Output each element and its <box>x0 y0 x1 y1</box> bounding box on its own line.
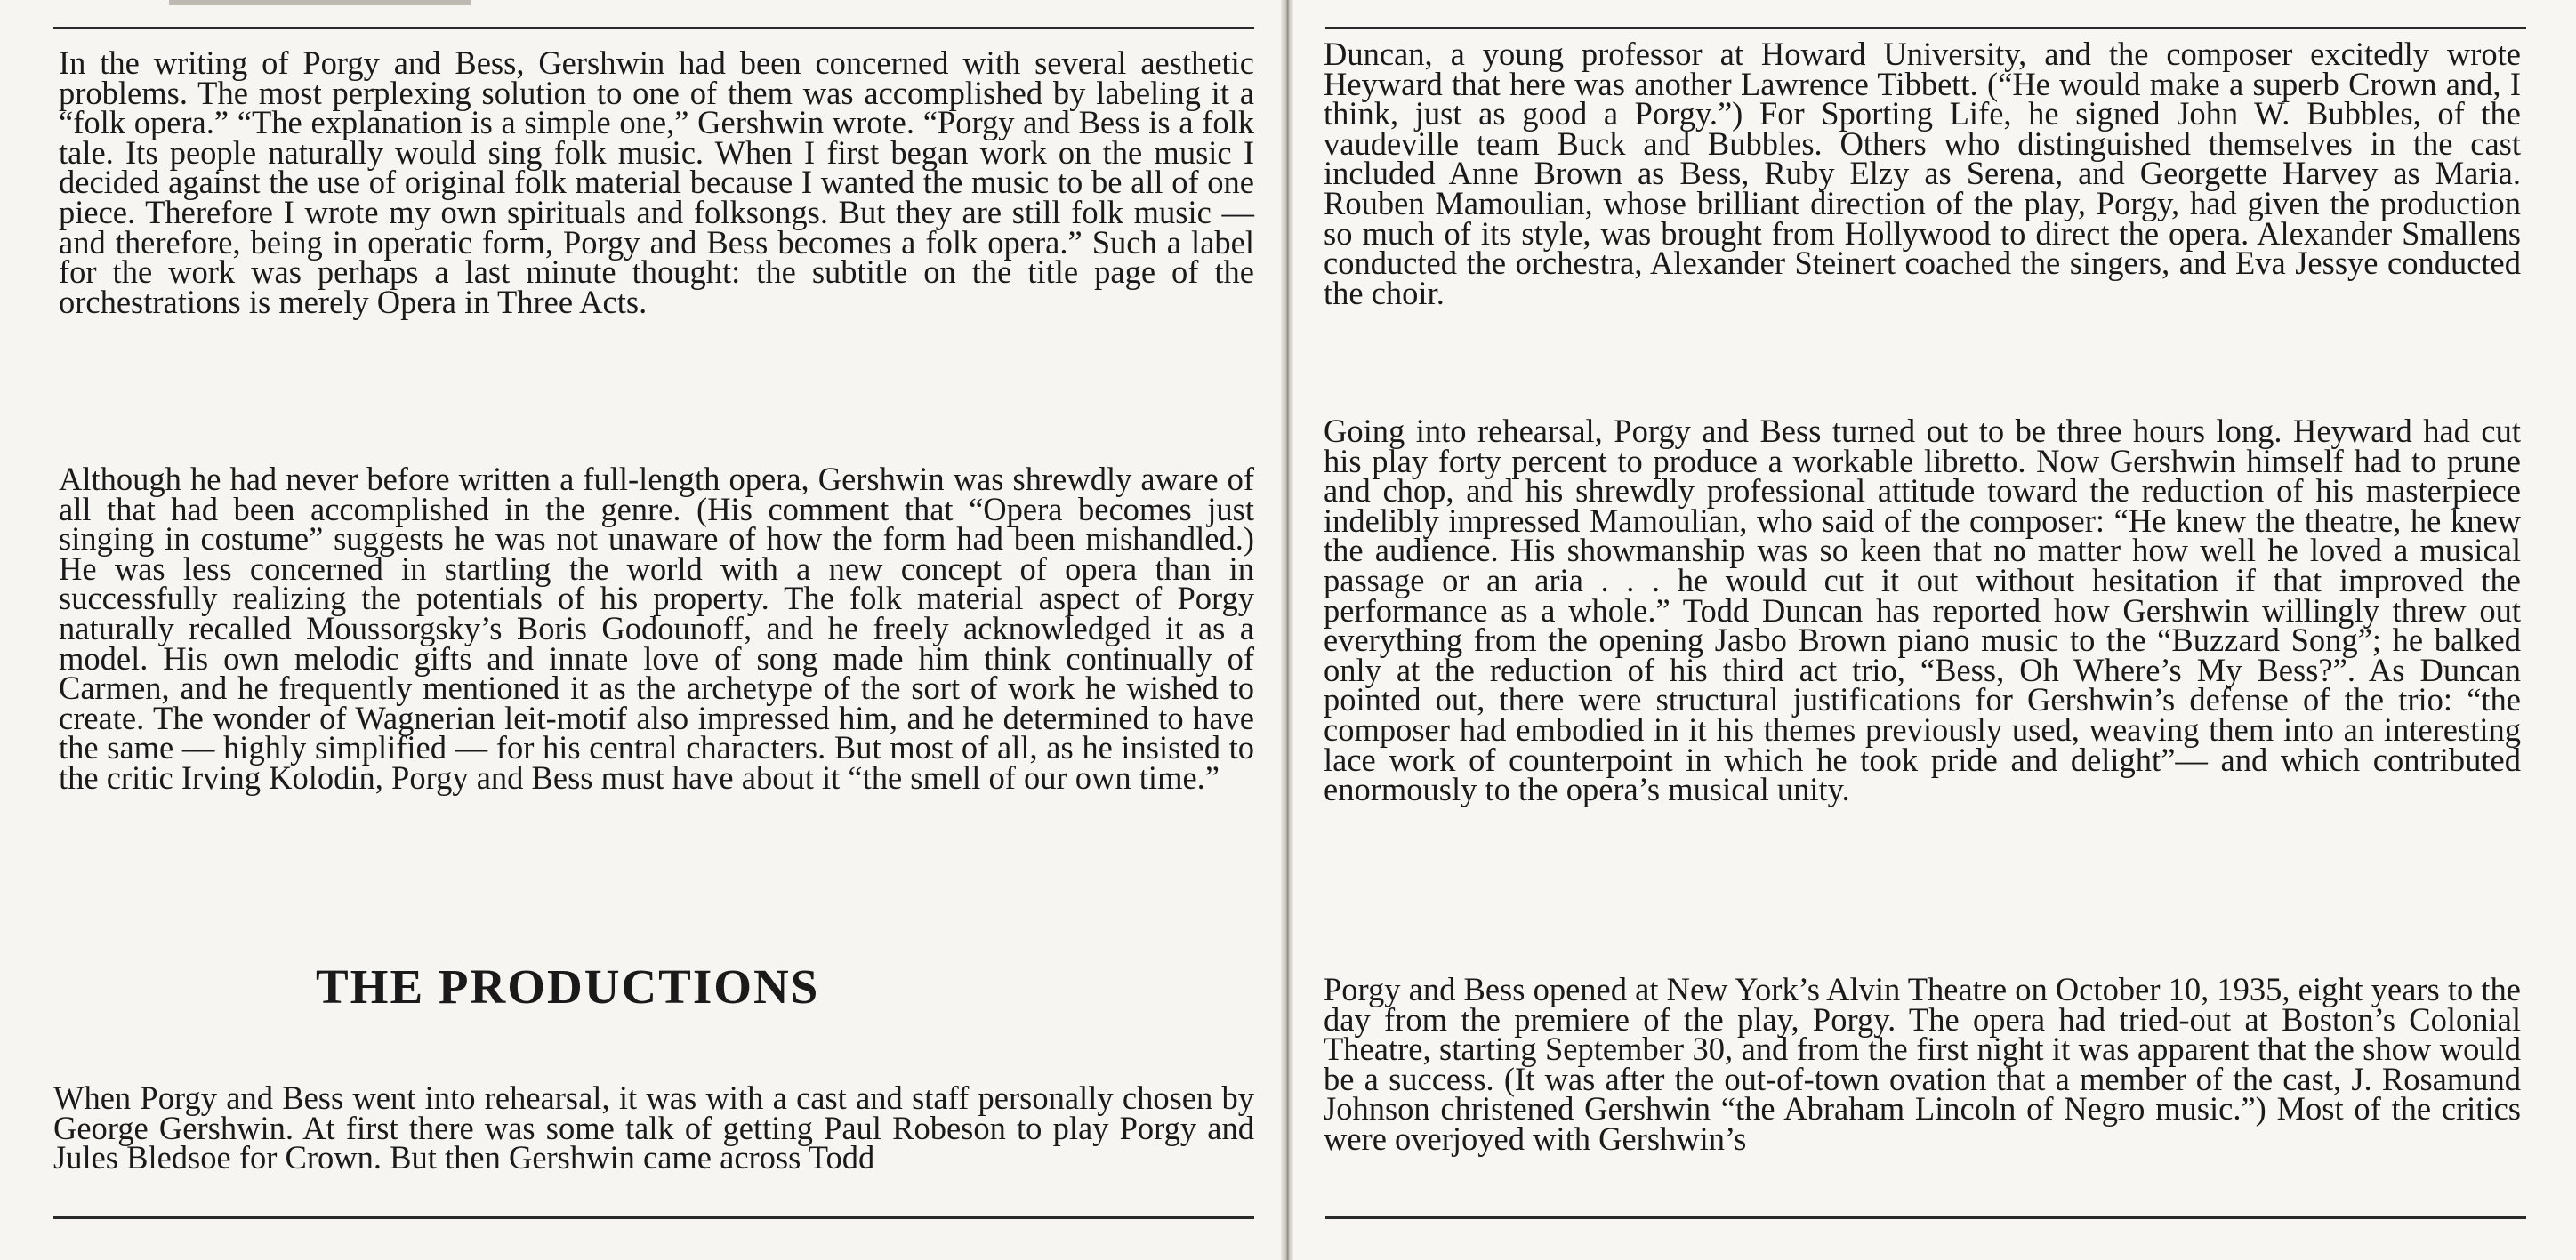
left-paragraph-3-block <box>53 1079 1254 1176</box>
left-paragraph-2: Although he had never before written a full-length opera, Gershwin was shrewdly aware of all that had been accomplished in the genre. (His comment that “Opera becomes just singing in costume” suggests he was not unaware of how the form had been mishandled.) He was less concerned in startling the world with a new concept of opera than in successfully realizing the potentials of his property. The folk material aspect of Porgy naturally recalled Moussorgsky’s Boris Godounoff, and he freely acknowledged it as a model. His own melodic gifts and innate love of song made him think continually of Carmen, and he frequently mentioned it as the archetype of the sort of work he wished to create. The wonder of Wagnerian leit-motif also impressed him, and he determined to have the same — highly simplified — for his central characters. But most of all, as he insisted to the critic Irving Kolodin, Porgy and Bess must have about it “the smell of our own time.” <box>59 461 1254 796</box>
left-paragraph-1: In the writing of Porgy and Bess, Gershwin had been concerned with several aesthetic problems. The most perplexing solution to one of them was accomplished by labeling it a “folk opera.” “The explanation is a simple one,” Gershwin wrote. “Porgy and Bess is a folk tale. Its people naturally would sing folk music. When I first began work on the music I decided against the use of original folk material because I wanted the music to be all of one piece. Therefore I wrote my own spirituals and folksongs. But they are still folk music — and therefore, being in operatic form, Porgy and Bess becomes a folk opera.” Such a label for the work was perhaps a last minute thought: the subtitle on the title page of the orchestrations is merely Opera in Three Acts. <box>59 44 1254 320</box>
left-top-rule <box>53 27 1254 29</box>
right-paragraph-3: Porgy and Bess opened at New York’s Alvin Theatre on October 10, 1935, eight years to the day from the premiere of the play, Porgy. The opera had tried-out at Boston’s Colonial Theatre, starting September 30, and from the first night it was apparent that the show would be a success. (It was after the out-of-town ovation that a member of the cast, J. Rosamund Johnson christened Gershwin “the Abraham Lincoln of Negro music.”) Most of the critics were overjoyed with Gershwin’s <box>1324 971 2521 1157</box>
right-paragraph-2-block <box>1324 413 2521 808</box>
section-heading: THE PRODUCTIONS <box>316 959 820 1014</box>
left-paragraph-1-block <box>59 44 1254 320</box>
right-paragraph-1-block <box>1324 36 2521 311</box>
left-paragraph-2-block <box>59 461 1254 796</box>
left-bottom-rule <box>53 1216 1254 1219</box>
right-paragraph-1: Duncan, a young professor at Howard University, and the composer excitedly wrote Heyward that here was another Lawrence Tibbett. (“He would make a superb Crown and, I think, just as good a Porgy.”) For Sporting Life, he signed John W. Bubbles, of the vaudeville team Buck and Bubbles. Others who distinguished themselves in the cast included Anne Brown as Bess, Ruby Elzy as Serena, and Georgette Harvey as Maria. Rouben Mamoulian, whose brilliant direction of the play, Porgy, had given the production so much of its style, was brought from Hollywood to direct the opera. Alexander Smallens conducted the orchestra, Alexander Steinert coached the singers, and Eva Jessye conducted the choir. <box>1324 36 2521 311</box>
right-bottom-rule <box>1325 1216 2526 1219</box>
right-top-rule <box>1325 27 2526 29</box>
top-edge-mark <box>169 0 471 5</box>
right-paragraph-3-block <box>1324 971 2521 1157</box>
right-paragraph-2: Going into rehearsal, Porgy and Bess turned out to be three hours long. Heyward had cut his play forty percent to produce a workable libretto. Now Gershwin himself had to prune and chop, and his shrewdly professional attitude toward the reduction of his masterpiece indelibly impressed Mamoulian, who said of the composer: “He knew the theatre, he knew the audience. His showmanship was so keen that no matter how well he loved a musical passage or an aria . . . he would cut it out without hesitation if that improved the performance as a whole.” Todd Duncan has reported how Gershwin willingly threw out everything from the opening Jasbo Brown piano music to the “Buzzard Song”; he balked only at the reduction of his third act trio, “Bess, Oh Where’s My Bess?”. As Duncan pointed out, there were structural justifications for Gershwin’s defense of the trio: “the composer had embodied in it his themes previously used, weaving them into an interesting lace work of counterpoint in which he took pride and delight”— and which contributed enormously to the opera’s musical unity. <box>1324 413 2521 808</box>
left-paragraph-3: When Porgy and Bess went into rehearsal, it was with a cast and staff personally chosen by George Gershwin. At first there was some talk of getting Paul Robeson to play Porgy and Jules Bledsoe for Crown. But then Gershwin came across Todd <box>53 1079 1254 1176</box>
book-gutter <box>1281 0 1293 1260</box>
